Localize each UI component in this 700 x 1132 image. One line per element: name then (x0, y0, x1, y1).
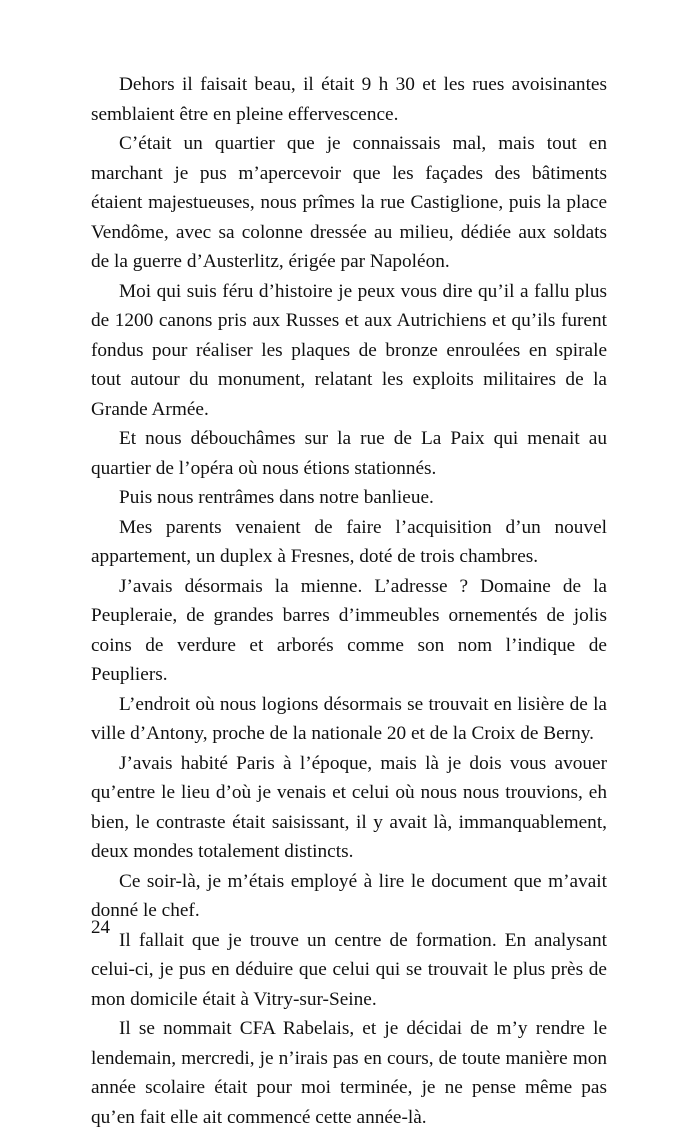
paragraph: Il se nommait CFA Rabelais, et je décidai de m’y rendre le lendemain, mercredi, je n’irais pas en cours, de toute manière mon année scolaire était pour moi terminée, je ne pense même pas qu’en fait elle ait commencé cette année-là. (91, 1018, 607, 1128)
paragraph: Dehors il faisait beau, il était 9 h 30 et les rues avoisinantes semblaient être en pleine effervescence. (91, 74, 607, 125)
paragraph: L’endroit où nous logions désormais se trouvait en lisière de la ville d’Antony, proche de la nationale 20 et de la Croix de Berny. (91, 693, 607, 744)
page-number: 24 (91, 917, 110, 938)
paragraph: Il fallait que je trouve un centre de formation. En analysant celui-ci, je pus en déduire que celui qui se trouvait le plus près de mon domicile était à Vitry-sur-Seine. (91, 929, 607, 1010)
paragraph: Ce soir-là, je m’étais employé à lire le document que m’avait donné le chef. (91, 870, 607, 921)
paragraph: J’avais désormais la mienne. L’adresse ? Domaine de la Peupleraie, de grandes barres d’immeubles ornementés de jolis coins de verdure et arborés comme son nom l’indique de Peupliers. (91, 575, 607, 685)
paragraph: Et nous débouchâmes sur la rue de La Paix qui menait au quartier de l’opéra où nous étions stationnés. (91, 428, 607, 479)
paragraph: C’était un quartier que je connaissais mal, mais tout en marchant je pus m’apercevoir que les façades des bâtiments étaient majestueuses, nous prîmes la rue Castiglione, puis la place Vendôme, avec sa colonne dressée au milieu, dédiée aux soldats de la guerre d’Austerlitz, érigée par Napoléon. (91, 133, 607, 272)
paragraph: Moi qui suis féru d’histoire je peux vous dire qu’il a fallu plus de 1200 canons pris aux Russes et aux Autrichiens et qu’ils furent fondus pour réaliser les plaques de bronze enroulées en spirale tout autour du monument, relatant les exploits militaires de la Grande Armée. (91, 280, 607, 420)
paragraph: Puis nous rentrâmes dans notre banlieue. (119, 487, 434, 508)
paragraph: J’avais habité Paris à l’époque, mais là je dois vous avouer qu’entre le lieu d’où je venais et celui où nous nous trouvions, eh bien, le contraste était saisissant, il y avait là, immanquablement, deux mondes totalement distincts. (91, 752, 607, 862)
paragraph: Mes parents venaient de faire l’acquisition d’un nouvel appartement, un duplex à Fresnes, doté de trois chambres. (91, 516, 607, 567)
page-body-text (91, 70, 607, 1132)
